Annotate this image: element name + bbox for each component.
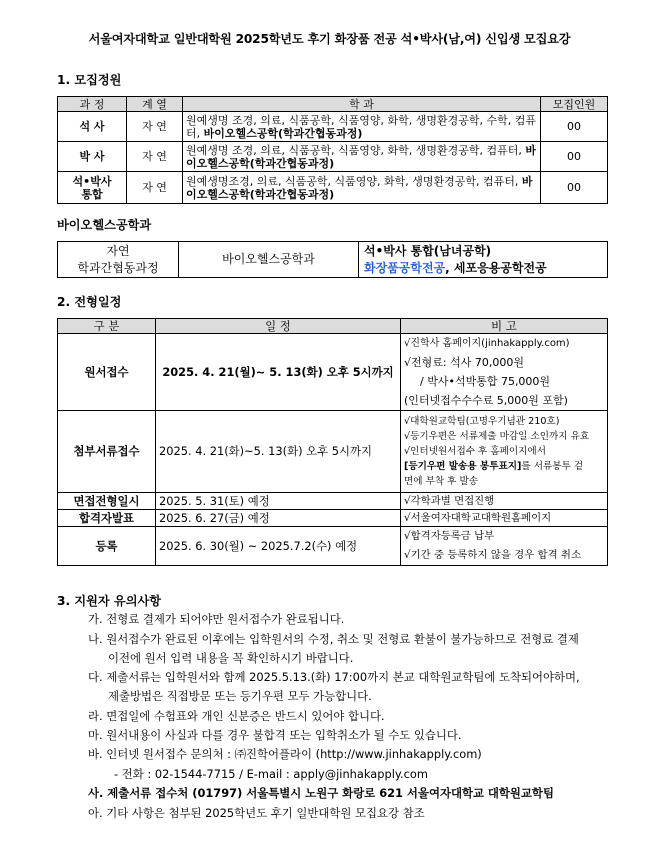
note-text: 를 서류봉투 겉 [521,461,584,472]
table-row [58,142,608,172]
notice-item: 바. 인터넷 원서접수 문의처 : ㈜진학어플라이 (http://www.jinhakapply.com) [88,747,482,761]
notice-item: 나. 원서접수가 완료된 이후에는 입학원서의 수정, 취소 및 전형료 환불이 불가능하므로 전형료 결제 [88,632,579,646]
course-line1: 석•박사 [72,174,112,188]
table-row [58,172,608,204]
note-line: √합격자등록금 납부 [404,530,495,542]
section1-heading: 1. 모집정원 [57,73,122,87]
notice-item: 사. 제출서류 접수처 (01797) 서울특별시 노원구 화랑로 621 서울여자대학교 대학원교학팀 [88,786,554,800]
field-cell: 자 연 [127,142,183,172]
dept-cell [183,112,541,142]
note-line: √대학원교학팀(고명우기념관 210호) [404,416,560,427]
course-cell [58,172,127,204]
notice-item: 다. 제출서류는 입학원서와 함께 2025.5.13.(화) 17:00까지 본교 대학원교학팀에 도착되어야하며, [88,670,580,684]
schedule-date: 2025. 4. 21(화)~5. 13(화) 오후 5시까지 [156,411,401,493]
quota-table-header [58,97,608,112]
schedule-notes [401,334,608,411]
document-title: 서울여자대학교 일반대학원 2025학년도 후기 화장품 전공 석•박사(남,여) 신입생 모집요강 [88,32,571,46]
section2-heading: 2. 전형일정 [57,295,122,309]
header-field: 계 열 [127,97,183,112]
biohealth-field-cell [58,242,179,278]
schedule-label: 등록 [58,527,156,566]
schedule-date: 2025. 5. 31(토) 예정 [156,493,401,510]
biohealth-program-cell [359,242,608,278]
table-row [58,510,608,527]
header-course: 과 정 [58,97,127,112]
note-line: √진학사 홈페이지(jinhakapply.com) [404,338,570,349]
table-row [58,411,608,493]
course-cell: 석 사 [58,112,127,142]
biohealth-field-line1: 자연 [106,243,130,258]
dept-list: 원예생명 조경, 의료, 식품공학, 식품영양, 화학, 생명환경공학, 컴퓨터, [186,143,526,157]
note-line: √전형료: 석사 70,000원 [404,356,524,369]
header-remarks: 비 고 [401,319,608,334]
note-line: √등기우편은 서류제출 마감일 소인까지 유효 [404,431,590,442]
cell-engineering-major: , 세포응용공학전공 [445,260,547,275]
schedule-date: 2025. 6. 30(월) ~ 2025.7.2(수) 예정 [156,527,401,566]
schedule-table-header [58,319,608,334]
envelope-cover-label: [등기우편 발송용 봉투표지] [404,461,522,472]
table-row [58,242,608,278]
schedule-table [57,318,608,566]
field-cell: 자 연 [127,172,183,204]
dept-biohealth: 바이오헬스공학(학과간협동과정) [186,174,533,201]
dept-list: 원예생명조경, 의료, 식품공학, 식품영양, 화학, 생명환경공학, 컴퓨터, [186,174,522,188]
note-line: √기간 중 등록하지 않을 경우 합격 취소 [404,549,581,561]
cosmetics-major: 화장품공학전공 [364,260,446,275]
field-cell: 자 연 [127,112,183,142]
table-row [58,112,608,142]
table-row [58,527,608,566]
biohealth-heading: 바이오헬스공학과 [57,218,152,232]
notice-item: 아. 기타 사항은 첨부된 2025학년도 후기 일반대학원 모집요강 참조 [88,806,425,820]
count-cell: 00 [541,112,608,142]
notice-item: 마. 원서내용이 사실과 다를 경우 불합격 또는 입학취소가 될 수도 있습니다. [88,728,462,742]
schedule-label: 합격자발표 [58,510,156,527]
dept-cell [183,172,541,204]
dept-biohealth: 바이오헬스공학(학과간협동과정) [186,143,536,170]
quota-table [57,96,608,204]
schedule-notes [401,527,608,566]
header-category: 구 분 [58,319,156,334]
dept-cell [183,142,541,172]
note-line: √인터넷원서접수 후 홈페이지에서 [404,446,546,457]
note-line: 면에 부착 후 발송 [404,476,479,487]
schedule-date: 2025. 6. 27(금) 예정 [156,510,401,527]
header-schedule: 일 정 [156,319,401,334]
count-cell: 00 [541,142,608,172]
notice-item: 가. 전형료 결제가 되어야만 원서접수가 완료됩니다. [88,612,345,626]
notice-item: 제출방법은 직접방문 또는 등기우편 모두 가능합니다. [108,689,372,703]
schedule-label: 면접전형일시 [58,493,156,510]
section3-heading: 3. 지원자 유의사항 [57,594,162,608]
biohealth-dept-cell: 바이오헬스공학과 [179,242,359,278]
biohealth-table [57,241,608,278]
note-line: (인터넷접수수수료 5,000원 포함) [404,394,568,407]
schedule-notes: √각학과별 면접진행 [401,493,608,510]
biohealth-program-line1: 석•박사 통합(남녀공학) [364,243,492,258]
header-dept: 학 과 [183,97,541,112]
schedule-label: 첨부서류접수 [58,411,156,493]
schedule-label: 원서접수 [58,334,156,411]
notice-item: 이전에 원서 입력 내용을 꼭 확인하시기 바랍니다. [108,651,354,665]
dept-biohealth: 바이오헬스공학(학과간협동과정) [203,126,363,140]
table-row [58,493,608,510]
header-count: 모집인원 [541,97,608,112]
table-row [58,334,608,411]
notice-item: - 전화 : 02-1544-7715 / E-mail : apply@jinhakapply.com [114,767,428,781]
dept-list: 원예생명 조경, 의료, 식품공학, 식품영양, 화학, 생명환경공학, 수학, 컴퓨터, [186,113,536,140]
biohealth-field-line2: 학과간협동과정 [77,260,159,275]
course-line2: 통합 [81,187,103,201]
notice-item: 라. 면접일에 수험표와 개인 신분증은 반드시 있어야 합니다. [88,709,385,723]
course-cell: 박 사 [58,142,127,172]
note-line [404,459,604,474]
note-line: / 박사•석박통합 75,000원 [420,375,551,388]
count-cell: 00 [541,172,608,204]
schedule-notes: √서울여자대학교대학원홈페이지 [401,510,608,527]
schedule-notes [401,411,608,493]
schedule-date: 2025. 4. 21(월)~ 5. 13(화) 오후 5시까지 [156,334,401,411]
